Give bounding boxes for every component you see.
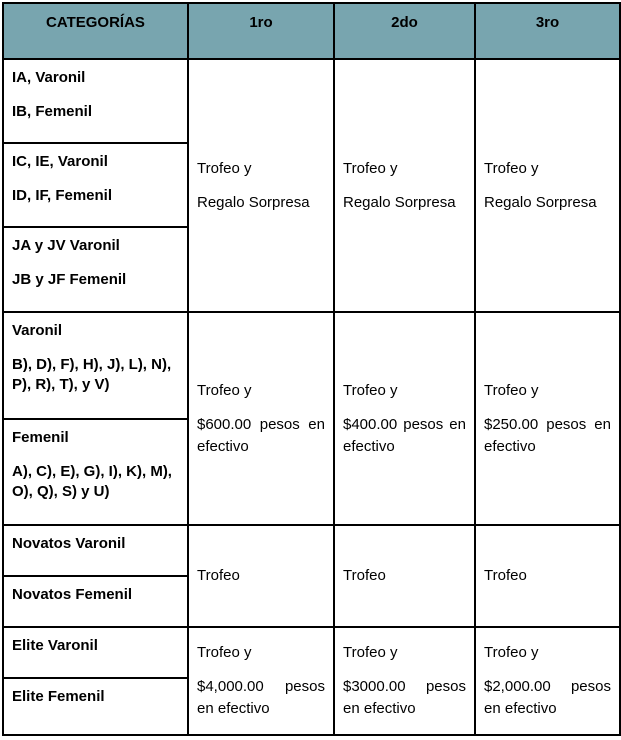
first-place-prize — [188, 312, 334, 525]
prize-line: Trofeo y — [343, 159, 398, 177]
prize-line: $600.00 pesos en efectivo — [197, 415, 325, 455]
header-third-place: 3ro — [475, 3, 620, 59]
category-cell — [3, 227, 188, 312]
prize-line: Trofeo — [343, 567, 386, 584]
prize-line: $2,000.00 pesos en efectivo — [484, 678, 611, 717]
category-line: Novatos Varonil — [12, 535, 126, 552]
category-line: JA y JV Varonil — [12, 237, 120, 254]
category-cell — [3, 312, 188, 419]
third-place-prize — [475, 312, 620, 525]
header-row — [3, 3, 620, 59]
prize-line: Trofeo — [484, 567, 527, 584]
category-cell — [3, 419, 188, 525]
category-line: B), D), F), H), J), L), N), P), R), T), y V) — [12, 356, 172, 393]
category-cell — [3, 678, 188, 735]
first-place-prize — [188, 59, 334, 312]
category-line: Elite Femenil — [12, 688, 105, 705]
category-line: IC, IE, Varonil — [12, 153, 108, 170]
category-cell — [3, 59, 188, 143]
category-cell — [3, 576, 188, 627]
prize-line: Trofeo y — [197, 381, 252, 399]
awards-table — [2, 2, 621, 736]
second-place-prize — [334, 59, 475, 312]
prize-line: Trofeo y — [197, 644, 252, 661]
third-place-prize — [475, 59, 620, 312]
prize-line: Regalo Sorpresa — [343, 193, 456, 211]
category-line: Varonil — [12, 322, 63, 339]
prize-line: $400.00 pesos en efectivo — [343, 415, 466, 455]
category-line: Femenil — [12, 429, 69, 446]
prize-line: $4,000.00 pesos en efectivo — [197, 678, 325, 717]
category-cell — [3, 627, 188, 678]
prize-line: Regalo Sorpresa — [197, 193, 310, 211]
prize-line: $250.00 pesos en efectivo — [484, 415, 611, 455]
table-row — [3, 312, 620, 419]
prize-line: Trofeo y — [343, 381, 398, 399]
category-cell — [3, 525, 188, 576]
category-line: ID, IF, Femenil — [12, 187, 113, 204]
category-line: Novatos Femenil — [12, 586, 133, 603]
category-line: IB, Femenil — [12, 103, 93, 120]
prize-line: $3000.00 pesos en efectivo — [343, 678, 466, 717]
category-line: IA, Varonil — [12, 69, 86, 86]
category-line: A), C), E), G), I), K), M), O), Q), S) y U) — [12, 463, 172, 500]
table-row — [3, 525, 620, 576]
category-line: Elite Varonil — [12, 637, 98, 654]
category-line: JB y JF Femenil — [12, 271, 127, 288]
prize-line: Trofeo y — [484, 381, 539, 399]
first-place-prize — [188, 627, 334, 735]
prize-line: Regalo Sorpresa — [484, 193, 597, 211]
table-row — [3, 59, 620, 143]
second-place-prize — [334, 525, 475, 627]
prize-line: Trofeo y — [484, 159, 539, 177]
category-cell — [3, 143, 188, 227]
prize-line: Trofeo — [197, 567, 240, 584]
header-first-place: 1ro — [188, 3, 334, 59]
second-place-prize — [334, 312, 475, 525]
header-second-place: 2do — [334, 3, 475, 59]
prize-line: Trofeo y — [484, 644, 539, 661]
header-categories: CATEGORÍAS — [3, 3, 188, 59]
prize-line: Trofeo y — [197, 159, 252, 177]
second-place-prize — [334, 627, 475, 735]
third-place-prize — [475, 627, 620, 735]
first-place-prize — [188, 525, 334, 627]
table-body — [3, 59, 620, 735]
third-place-prize — [475, 525, 620, 627]
prize-line: Trofeo y — [343, 644, 398, 661]
table-row — [3, 627, 620, 678]
